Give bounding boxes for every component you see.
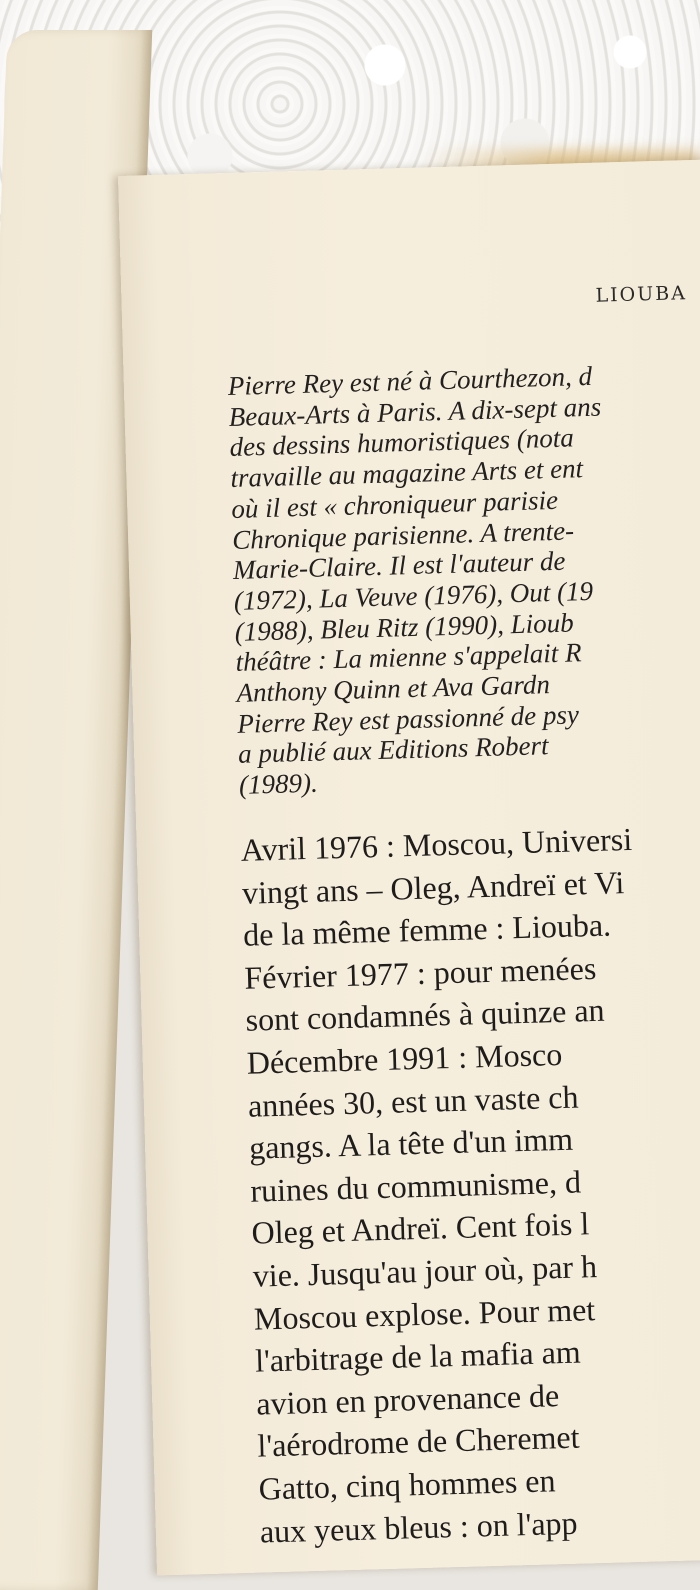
author-bio-paragraph [227,354,700,801]
running-head: LIOUBA [595,282,688,307]
bio-line: Marie-Claire. Il est l'auteur de [232,545,566,586]
bio-line: Pierre Rey est né à Courthezon, d [227,360,593,402]
bio-line: (1972), La Veuve (1976), Out (19 [233,575,594,616]
blurb-line: Oleg et Andreï. Cent fois l [251,1205,590,1252]
blurb-line: vingt ans – Oleg, Andreï et Vi [241,863,625,911]
bio-line: travaille au magazine Arts et ent [230,453,584,494]
bio-line: (1989). [238,767,319,800]
blurb-line: avion en provenance de [255,1376,560,1422]
bio-line: Chronique parisienne. A trente- [231,514,575,555]
bio-line: théâtre : La mienne s'appelait R [235,637,582,678]
blurb-line: aux yeux bleus : on l'app [259,1504,578,1550]
blurb-line: ruines du communisme, d [249,1163,582,1209]
bio-line: où il est « chroniqueur parisie [230,484,559,524]
blurb-line: années 30, est un vaste ch [247,1078,579,1124]
blurb-line: Février 1977 : pour menées [243,949,597,996]
bio-line: des dessins humoristiques (nota [229,422,575,463]
blurb-line: l'arbitrage de la mafia am [254,1333,582,1379]
bio-line: Pierre Rey est passionné de psy [236,699,580,739]
blurb-line: Avril 1976 : Moscou, Universi [240,820,633,868]
bio-line: Beaux-Arts à Paris. A dix-sept ans [228,391,602,432]
blurb-line: Moscou explose. Pour met [253,1290,596,1337]
blurb-line: Décembre 1991 : Mosco [246,1035,563,1081]
blurb-line: de la même femme : Liouba. [242,906,612,953]
blurb-line: sont condamnés à quinze an [245,992,605,1039]
bio-line: (1988), Bleu Ritz (1990), Lioub [234,607,575,647]
book-blurb-paragraph [240,812,700,1553]
bio-line: a publié aux Editions Robert [237,730,549,770]
right-book-page [118,159,700,1576]
blurb-line: gangs. A la tête d'un imm [248,1120,574,1166]
bio-line: Anthony Quinn et Ava Gardn [236,669,551,708]
blurb-line: vie. Jusqu'au jour où, par h [252,1247,598,1294]
blurb-line: l'aérodrome de Cheremet [257,1418,580,1464]
blurb-line: Gatto, cinq hommes en [258,1462,556,1507]
